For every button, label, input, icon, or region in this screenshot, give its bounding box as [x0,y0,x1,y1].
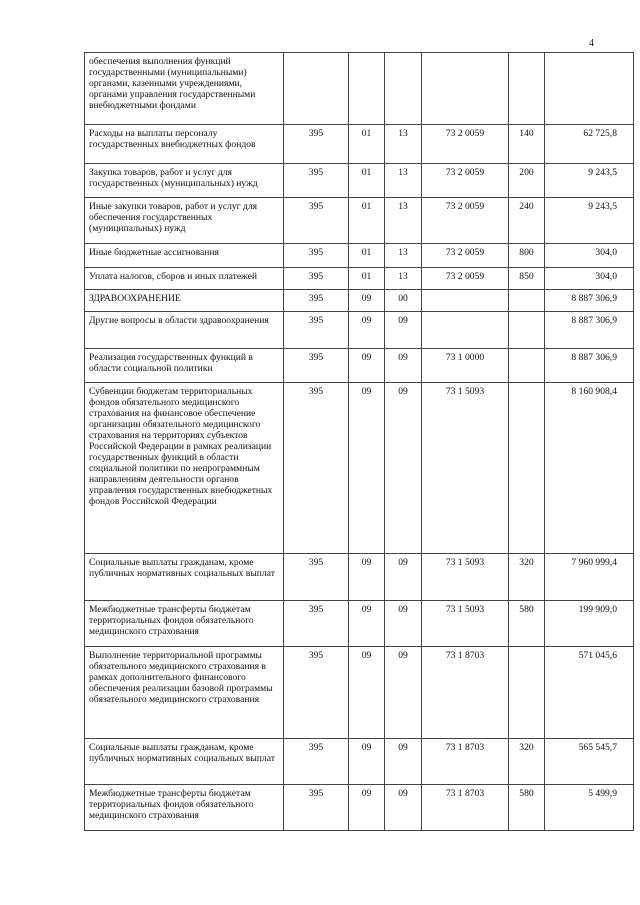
row-grbs: 395 [284,349,349,383]
row-grbs: 395 [284,554,349,601]
row-amount [545,53,634,125]
row-expense-type: 850 [509,268,545,290]
row-amount: 62 725,8 [545,125,634,164]
row-expense-type [509,349,545,383]
row-grbs: 395 [284,647,349,739]
row-expense-type [509,647,545,739]
row-name: Выполнение территориальной программы обязательного медицинского страхования в рамках дополнительного финансового обеспечения реализации базовой программы обязательного медицинского страхования [85,647,284,739]
row-amount: 199 909,0 [545,601,634,647]
row-section: 09 [349,785,385,831]
table-row [85,554,634,601]
row-name: Расходы на выплаты персоналу государственных внебюджетных фондов [85,125,284,164]
row-subsection: 00 [385,290,422,312]
row-subsection: 09 [385,739,422,785]
row-amount: 8 160 908,4 [545,383,634,554]
row-grbs: 395 [284,125,349,164]
row-expense-type: 580 [509,601,545,647]
row-subsection: 09 [385,383,422,554]
row-subsection: 13 [385,125,422,164]
row-section: 09 [349,290,385,312]
row-section: 09 [349,312,385,349]
row-section: 09 [349,554,385,601]
table-row [85,785,634,831]
row-section: 09 [349,383,385,554]
row-subsection: 09 [385,647,422,739]
row-target-article: 73 2 0059 [422,198,509,244]
row-subsection: 09 [385,785,422,831]
row-target-article [422,290,509,312]
row-target-article: 73 2 0059 [422,244,509,268]
table-row [85,268,634,290]
row-grbs: 395 [284,739,349,785]
row-name: Межбюджетные трансферты бюджетам территориальных фондов обязательного медицинского страхования [85,601,284,647]
row-target-article: 73 1 8703 [422,739,509,785]
row-target-article: 73 2 0059 [422,125,509,164]
table-row [85,290,634,312]
row-expense-type: 200 [509,164,545,198]
budget-table-body [85,53,634,831]
row-name: Уплата налогов, сборов и иных платежей [85,268,284,290]
row-target-article [422,53,509,125]
row-name: Закупка товаров, работ и услуг для государственных (муниципальных) нужд [85,164,284,198]
table-row [85,312,634,349]
row-target-article: 73 2 0059 [422,268,509,290]
row-expense-type [509,312,545,349]
row-grbs: 395 [284,290,349,312]
row-amount: 7 960 999,4 [545,554,634,601]
row-section: 09 [349,647,385,739]
row-grbs: 395 [284,164,349,198]
row-subsection [385,53,422,125]
row-subsection: 09 [385,312,422,349]
row-name: Реализация государственных функций в области социальной политики [85,349,284,383]
row-name: Межбюджетные трансферты бюджетам территориальных фондов обязательного медицинского страхования [85,785,284,831]
row-section: 01 [349,125,385,164]
table-row [85,244,634,268]
table-row [85,198,634,244]
row-target-article: 73 1 8703 [422,785,509,831]
row-grbs [284,53,349,125]
row-name: Субвенции бюджетам территориальных фондов обязательного медицинского страхования на финансовое обеспечение организации обязательного медицинского страхования на территориях субъектов Российской Федерации в рамках реализации государственных функций в области социальной политики по непрограммным направлениям деятельности органов управления государственных внебюджетных фондов Российской Федерации [85,383,284,554]
table-row [85,125,634,164]
table-row [85,383,634,554]
row-target-article: 73 1 5093 [422,601,509,647]
row-grbs: 395 [284,244,349,268]
row-grbs: 395 [284,383,349,554]
row-expense-type [509,290,545,312]
row-subsection: 13 [385,198,422,244]
row-subsection: 13 [385,268,422,290]
table-row [85,349,634,383]
row-subsection: 09 [385,349,422,383]
row-section: 09 [349,739,385,785]
row-section: 01 [349,164,385,198]
row-amount: 8 887 306,9 [545,349,634,383]
row-name: Иные бюджетные ассигнования [85,244,284,268]
row-grbs: 395 [284,785,349,831]
row-amount: 565 545,7 [545,739,634,785]
row-target-article: 73 2 0059 [422,164,509,198]
row-section [349,53,385,125]
row-name: Иные закупки товаров, работ и услуг для обеспечения государственных (муниципальных) нужд [85,198,284,244]
row-grbs: 395 [284,198,349,244]
row-grbs: 395 [284,312,349,349]
row-section: 01 [349,268,385,290]
row-grbs: 395 [284,268,349,290]
row-target-article [422,312,509,349]
row-section: 09 [349,349,385,383]
row-subsection: 13 [385,164,422,198]
row-grbs: 395 [284,601,349,647]
row-amount: 571 045,6 [545,647,634,739]
row-amount: 8 887 306,9 [545,290,634,312]
row-expense-type [509,383,545,554]
row-amount: 8 887 306,9 [545,312,634,349]
row-target-article: 73 1 0000 [422,349,509,383]
table-row [85,739,634,785]
row-name: обеспечения выполнения функций государственными (муниципальными) органами, казенными учреждениями, органами управления государственными внебюджетными фондами [85,53,284,125]
row-expense-type: 140 [509,125,545,164]
row-expense-type: 320 [509,554,545,601]
row-expense-type: 240 [509,198,545,244]
table-row [85,53,634,125]
table-row [85,601,634,647]
row-amount: 304,0 [545,268,634,290]
row-amount: 9 243,5 [545,164,634,198]
row-target-article: 73 1 8703 [422,647,509,739]
table-row [85,647,634,739]
row-amount: 5 499,9 [545,785,634,831]
budget-table [84,52,634,831]
row-section: 09 [349,601,385,647]
row-subsection: 13 [385,244,422,268]
table-row [85,164,634,198]
page-number: 4 [589,38,594,49]
row-target-article: 73 1 5093 [422,554,509,601]
row-name: ЗДРАВООХРАНЕНИЕ [85,290,284,312]
row-amount: 9 243,5 [545,198,634,244]
row-section: 01 [349,244,385,268]
row-expense-type: 800 [509,244,545,268]
row-name: Другие вопросы в области здравоохранения [85,312,284,349]
row-subsection: 09 [385,601,422,647]
row-section: 01 [349,198,385,244]
row-subsection: 09 [385,554,422,601]
row-name: Социальные выплаты гражданам, кроме публичных нормативных социальных выплат [85,739,284,785]
row-expense-type: 580 [509,785,545,831]
row-name: Социальные выплаты гражданам, кроме публичных нормативных социальных выплат [85,554,284,601]
row-target-article: 73 1 5093 [422,383,509,554]
row-expense-type: 320 [509,739,545,785]
row-expense-type [509,53,545,125]
row-amount: 304,0 [545,244,634,268]
